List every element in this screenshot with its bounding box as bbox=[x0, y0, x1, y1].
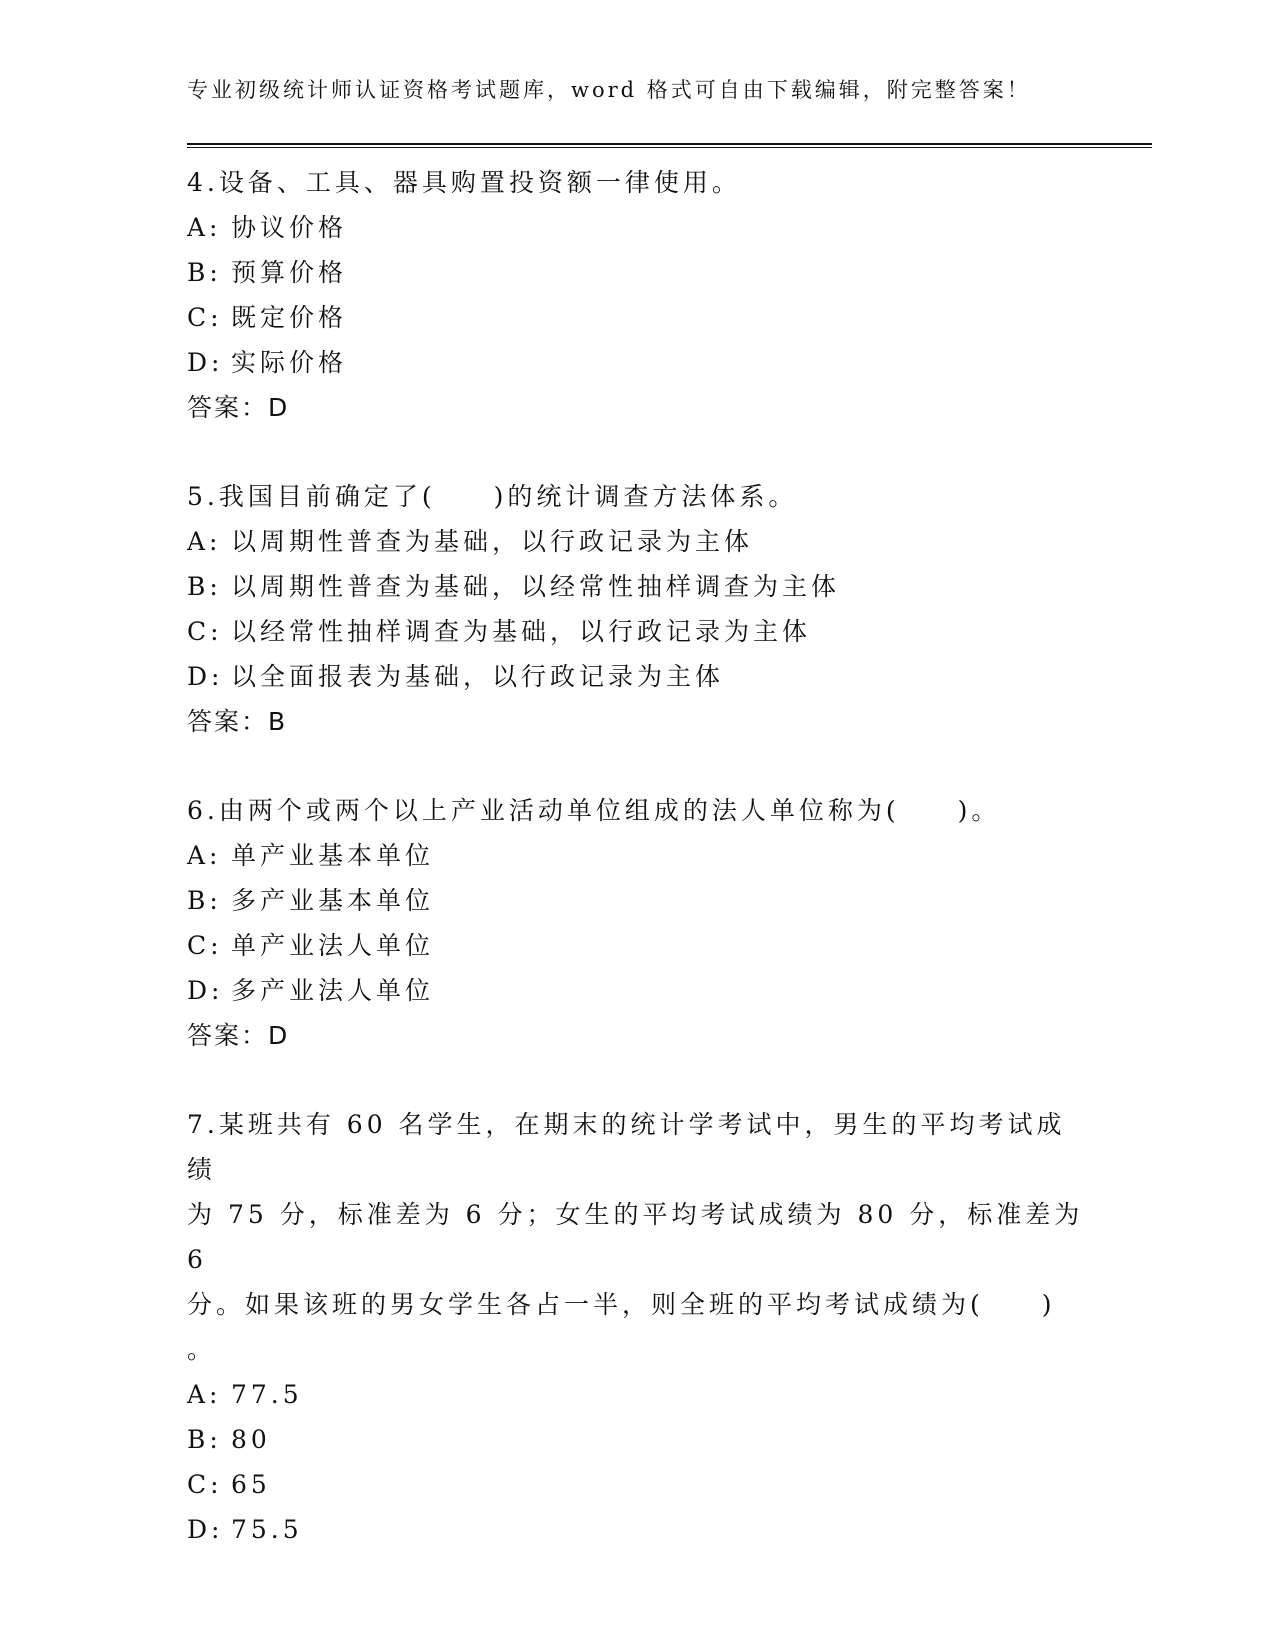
option-c bbox=[187, 295, 1087, 340]
option-letter: C: bbox=[187, 303, 223, 332]
option-text: 以周期性普查为基础，以经常性抽样调查为主体 bbox=[231, 572, 841, 601]
option-letter: D: bbox=[187, 348, 224, 377]
option-letter: A: bbox=[187, 527, 222, 556]
answer: 答案：D bbox=[187, 393, 290, 422]
option-d bbox=[187, 968, 1087, 1013]
header-divider bbox=[187, 143, 1152, 148]
question-stem-line: 分。如果该班的男女学生各占一半，则全班的平均考试成绩为( ) bbox=[187, 1290, 1056, 1319]
option-a bbox=[187, 205, 1087, 250]
option-a bbox=[187, 833, 1087, 878]
page-header: 专业初级统计师认证资格考试题库，word 格式可自由下载编辑，附完整答案！ bbox=[187, 78, 1031, 102]
option-text: 80 bbox=[231, 1425, 271, 1454]
question-7 bbox=[187, 1102, 1087, 1552]
option-b bbox=[187, 250, 1087, 295]
option-text: 单产业基本单位 bbox=[231, 841, 435, 870]
question-stem-line: 为 75 分，标准差为 6 分；女生的平均考试成绩为 80 分，标准差为 6 bbox=[187, 1200, 1084, 1274]
option-b bbox=[187, 1417, 1087, 1462]
question-stem: 5.我国目前确定了( )的统计调查方法体系。 bbox=[187, 482, 798, 511]
question-6 bbox=[187, 788, 1087, 1058]
option-text: 单产业法人单位 bbox=[231, 931, 435, 960]
option-letter: B: bbox=[187, 1425, 222, 1454]
option-letter: D: bbox=[187, 976, 224, 1005]
option-d bbox=[187, 1507, 1087, 1552]
option-text: 以经常性抽样调查为基础，以行政记录为主体 bbox=[231, 617, 812, 646]
option-d bbox=[187, 340, 1087, 385]
option-letter: D: bbox=[187, 1515, 224, 1544]
option-b bbox=[187, 564, 1087, 609]
option-text: 77.5 bbox=[231, 1380, 303, 1409]
option-a bbox=[187, 1372, 1087, 1417]
option-c bbox=[187, 923, 1087, 968]
option-text: 预算价格 bbox=[231, 258, 348, 287]
question-4 bbox=[187, 160, 1087, 430]
answer: 答案：B bbox=[187, 707, 288, 736]
option-text: 75.5 bbox=[231, 1515, 303, 1544]
question-stem: 6.由两个或两个以上产业活动单位组成的法人单位称为( )。 bbox=[187, 796, 1001, 825]
option-c bbox=[187, 1462, 1087, 1507]
question-stem: 4.设备、工具、器具购置投资额一律使用。 bbox=[187, 168, 741, 197]
option-letter: C: bbox=[187, 617, 223, 646]
option-text: 以周期性普查为基础，以行政记录为主体 bbox=[231, 527, 754, 556]
option-text: 65 bbox=[231, 1470, 271, 1499]
option-text: 实际价格 bbox=[231, 348, 348, 377]
option-letter: C: bbox=[187, 931, 223, 960]
option-text: 以全面报表为基础，以行政记录为主体 bbox=[231, 662, 725, 691]
option-text: 多产业基本单位 bbox=[231, 886, 435, 915]
option-a bbox=[187, 519, 1087, 564]
option-c bbox=[187, 609, 1087, 654]
option-letter: B: bbox=[187, 886, 222, 915]
question-list bbox=[187, 160, 1087, 1596]
option-letter: B: bbox=[187, 258, 222, 287]
option-letter: C: bbox=[187, 1470, 223, 1499]
option-letter: A: bbox=[187, 841, 222, 870]
option-b bbox=[187, 878, 1087, 923]
option-text: 协议价格 bbox=[231, 213, 348, 242]
question-5 bbox=[187, 474, 1087, 744]
option-text: 既定价格 bbox=[231, 303, 348, 332]
answer: 答案：D bbox=[187, 1021, 290, 1050]
question-stem-line: 7.某班共有 60 名学生，在期末的统计学考试中，男生的平均考试成绩 bbox=[187, 1110, 1066, 1184]
option-letter: A: bbox=[187, 1380, 222, 1409]
option-letter: A: bbox=[187, 213, 222, 242]
option-letter: D: bbox=[187, 662, 224, 691]
option-d bbox=[187, 654, 1087, 699]
option-letter: B: bbox=[187, 572, 222, 601]
option-text: 多产业法人单位 bbox=[231, 976, 435, 1005]
question-stem-line: 。 bbox=[187, 1335, 217, 1364]
